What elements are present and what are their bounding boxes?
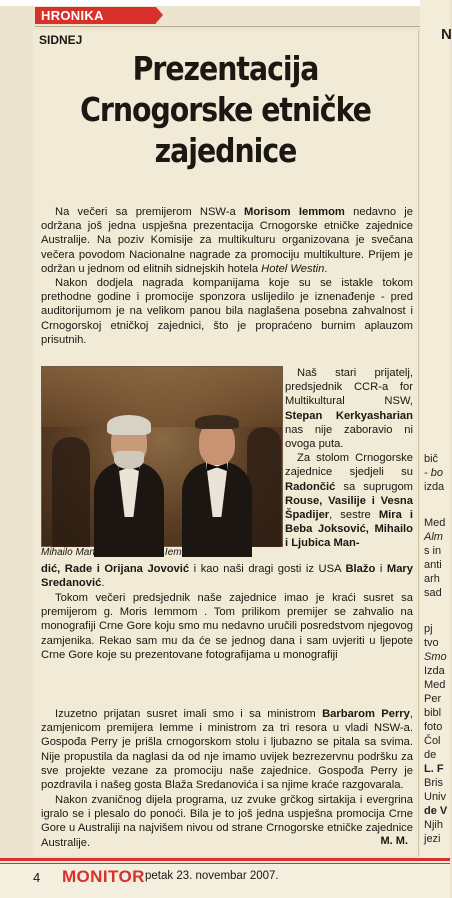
adjacent-fragment: Med bbox=[424, 517, 446, 529]
text-run: i kao naši dragi gosti iz USA bbox=[189, 563, 346, 575]
adjacent-fragment: s in bbox=[424, 545, 442, 557]
page-number: 4 bbox=[33, 870, 41, 885]
adjacent-fragment: Alm bbox=[424, 531, 443, 543]
text-run: Na večeri sa premijerom NSW-a bbox=[55, 206, 244, 218]
author-signature: M. M. bbox=[380, 835, 408, 847]
paragraph-6 bbox=[41, 793, 413, 850]
bold-name: Barbarom Perry bbox=[322, 708, 410, 720]
section-tag-arrow-icon bbox=[156, 7, 163, 23]
bold-name: Morisom Iemmom bbox=[244, 206, 345, 218]
bold-name: Rouse, Vasilije i Vesna Špadijer bbox=[285, 494, 413, 522]
adjacent-fragment: bibl bbox=[424, 707, 442, 719]
headline-line-3: zajednice bbox=[154, 131, 297, 170]
adjacent-fragment: anti bbox=[424, 559, 442, 571]
adjacent-fragment: de bbox=[424, 749, 437, 761]
paragraph-3: dić, Rade i Orijana Jovović i kao naši dragi gosti iz USA Blažo i Mary Sredanović. bbox=[41, 563, 414, 590]
adjacent-fragment: Per bbox=[424, 693, 442, 705]
bold-name: Mira i Beba Joksović, Mihailo i Ljubica Man- bbox=[285, 509, 413, 550]
adjacent-fragment: Univ bbox=[424, 791, 447, 803]
adjacent-fragment: L. F bbox=[424, 763, 444, 775]
adjacent-column bbox=[420, 0, 450, 898]
paragraph-4-text: Tokom večeri predsjednik naše zajednice imao je kraći susret sa premijerom g. Moris Iemmom . Tom prilikom premijer se zahvalio na monografiji Crne Gore koju smo mu nedavno uručili posredstvom njegovog zamjenika. Rekao sam mu da će se jednog dana i sam uvjeriti u ljepote Crne Gore koje su prezentovane fotografijama u monografiji bbox=[41, 592, 413, 661]
page-footer bbox=[0, 864, 450, 898]
section-tag-label: HRONIKA bbox=[41, 8, 104, 23]
photo-caption: Mihailo Mandić sa Morisom Iemmom bbox=[41, 547, 204, 558]
adjacent-fragment: izda bbox=[424, 481, 445, 493]
bold-name: dić, Rade i Orijana Jovović bbox=[41, 563, 190, 575]
text-run: nedavno je održana još jedna uspješna prezentacija Crnogorske etničke zajednice Australije. Na poziv Komisije za multikulturu organizovana je svečana večera povodom Nacionalne nagrade za promociju multikulture. Prijem je održan u jednom od elitnih sidnejskih hotela bbox=[41, 206, 414, 275]
issue-date: petak 23. novembar 2007. bbox=[145, 870, 279, 882]
adjacent-fragment: jezi bbox=[424, 833, 441, 845]
text-run: sa suprugom bbox=[335, 480, 413, 493]
text-run: . bbox=[101, 577, 105, 590]
photo-person-iemma bbox=[182, 407, 252, 557]
paragraph-4 bbox=[41, 591, 413, 662]
headline bbox=[60, 48, 391, 171]
publication-name: MONITOR bbox=[62, 867, 145, 886]
adjacent-fragment: sad bbox=[424, 587, 442, 599]
adjacent-fragment: - bo bbox=[424, 467, 443, 479]
text-run: Izuzetno prijatan susret imali smo i sa ministrom bbox=[55, 708, 323, 720]
adjacent-fragment: tvo bbox=[424, 637, 439, 649]
bold-name: Mary Sredanović bbox=[41, 563, 414, 590]
adjacent-fragment: Čol bbox=[424, 735, 441, 747]
paragraph-5 bbox=[41, 707, 413, 792]
adjacent-fragment: de V bbox=[424, 805, 448, 817]
article bbox=[33, 30, 419, 856]
adjacent-fragment: N bbox=[441, 26, 452, 43]
adjacent-fragment: Smo bbox=[424, 651, 447, 663]
paragraph-2-text: Nakon dodjela nagrada kompanijama koje su se istakle tokom prethodne godine i promocije sponzora uslijedilo je iznenađenje - pred auditorijumom je na velikom panou bila naglašena posebna zahvalnost i Crnogorskoj etničkoj zajednici, što je propraćeno burnim aplauzom prisutnih. bbox=[41, 277, 413, 346]
top-divider bbox=[35, 26, 422, 27]
headline-line-2: Crnogorske etničke bbox=[80, 90, 371, 129]
page-top-edge bbox=[0, 0, 450, 6]
photo-background-figure bbox=[247, 427, 281, 547]
section-tag bbox=[35, 7, 156, 24]
text-run: . bbox=[324, 262, 328, 275]
event-photo bbox=[41, 366, 283, 547]
adjacent-fragment: Njih bbox=[424, 819, 443, 831]
adjacent-fragment: pj bbox=[424, 623, 433, 635]
hotel-name: Hotel Westin bbox=[261, 262, 325, 275]
adjacent-fragment: Med bbox=[424, 679, 446, 691]
adjacent-fragment: arh bbox=[424, 573, 440, 585]
adjacent-fragment: Izda bbox=[424, 665, 445, 677]
text-run: , sestre bbox=[329, 509, 379, 522]
text-run: Naš stari prijatelj, predsjednik CCR-a for Multikultural NSW, bbox=[285, 367, 413, 408]
adjacent-fragment: bič bbox=[424, 453, 439, 465]
bold-name: Radončić bbox=[285, 480, 336, 493]
text-run: Za stolom Crnogorske zajednice sjedjeli su bbox=[285, 452, 413, 479]
adjacent-fragment: foto bbox=[424, 721, 443, 733]
paragraph-2 bbox=[41, 276, 413, 347]
paragraph-1 bbox=[41, 205, 413, 276]
photo-background-figure bbox=[52, 437, 90, 547]
text-run: nas nije zaboravio ni ovoga puta. bbox=[285, 423, 413, 451]
footer-rule bbox=[0, 858, 450, 861]
adjacent-fragment: Bris bbox=[424, 777, 443, 789]
headline-line-1: Prezentacija bbox=[132, 49, 319, 88]
bold-name: Blažo bbox=[345, 563, 376, 575]
text-run: , zamjenicom premijera Iemme i ministrom za tri resora u vladi NSW-a. Gospođa Perry je prišla crnogorskom stolu i ljubazno se pitala sa svima. Nije propustila da naglasi da od nje imamo uvijek bezrezervnu podršku za sve projekte vezane za promociju naše zajednice. Gospođa Perry je pozdravila i našeg gosta Blaža Sredanovića i sa njime kraće razgovarala. bbox=[41, 708, 413, 792]
paragraph-6-text: Nakon zvaničnog dijela programa, uz zvuke grčkog sirtakija i evergrina igralo se i plesalo do ponoći. Bila je to još jedna uspješna promocija Crne Gore u Australiji na najvišem nivou od strane Crnogorske etničke zajednice Australije. bbox=[41, 794, 413, 849]
side-column bbox=[285, 366, 413, 551]
photo-person-mandic bbox=[94, 397, 164, 557]
dateline: SIDNEJ bbox=[39, 33, 83, 47]
bold-name: Stepan Kerkyasharian bbox=[285, 409, 413, 422]
